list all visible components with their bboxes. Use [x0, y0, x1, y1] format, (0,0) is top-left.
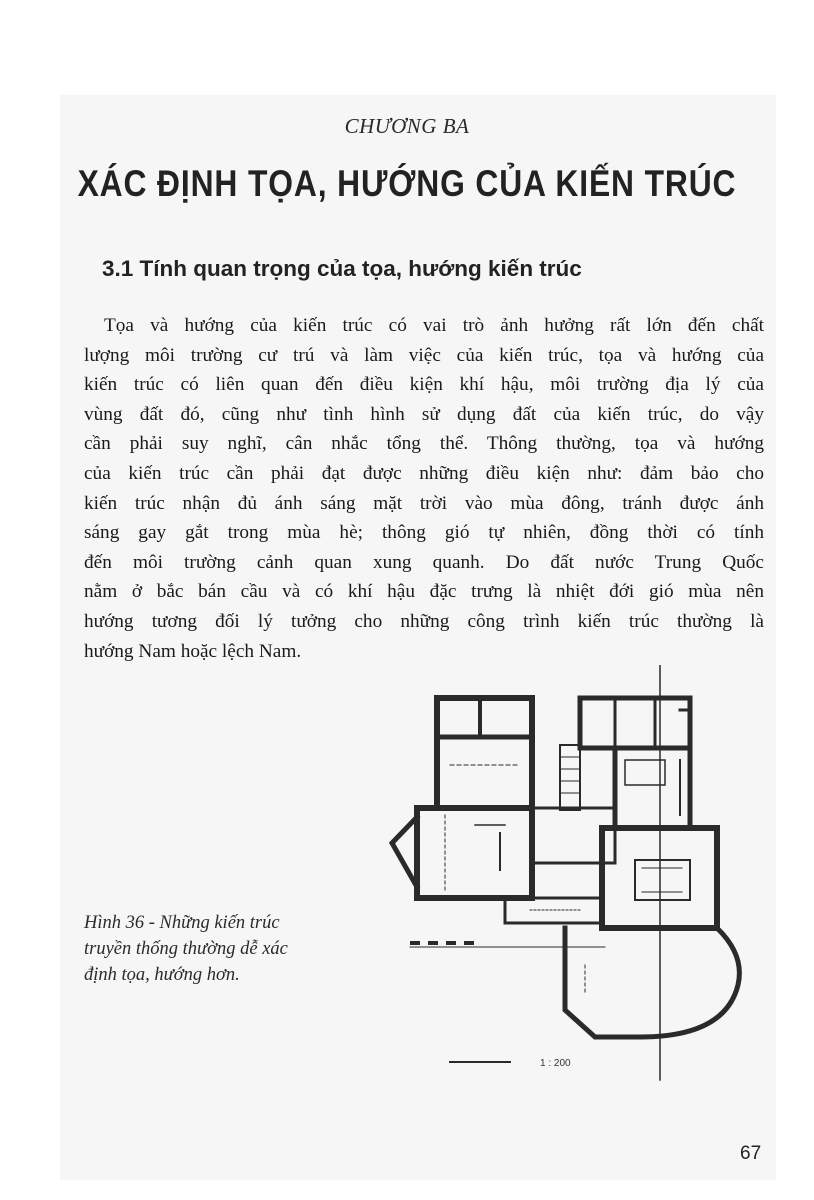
paragraph-line: hướng Nam hoặc lệch Nam.: [84, 640, 302, 662]
paragraph-line: lượng môi trường cư trú và làm việc của kiến trúc, tọa và hướng của: [84, 344, 764, 366]
section-heading: 3.1 Tính quan trọng của tọa, hướng kiến trúc: [102, 256, 582, 281]
figure-caption: [84, 910, 374, 988]
paragraph-line: vùng đất đó, cũng như tình hình sử dụng đất của kiến trúc, do vậy: [84, 403, 764, 425]
paragraph-line: hướng tương đối lý tưởng cho những công trình kiến trúc thường là: [84, 610, 764, 632]
caption-line: định tọa, hướng hơn.: [84, 965, 240, 985]
caption-line: truyền thống thường dễ xác: [84, 939, 288, 959]
chapter-label: CHƯƠNG BA: [344, 114, 470, 138]
chapter-title: XÁC ĐỊNH TỌA, HƯỚNG CỦA KIẾN TRÚC: [77, 163, 737, 204]
page-number: 67: [740, 1143, 762, 1164]
paragraph-line: Tọa và hướng của kiến trúc có vai trò ảnh hưởng rất lớn đến chất: [104, 315, 764, 336]
caption-line: Hình 36 - Những kiến trúc: [84, 913, 280, 933]
paragraph-line: của kiến trúc cần phải đạt được những điều kiện như: đảm bảo cho: [84, 462, 764, 484]
floor-plan-figure: [380, 665, 755, 1085]
scale-label: 1 : 200: [540, 1058, 571, 1069]
paragraph-line: kiến trúc có liên quan đến điều kiện khí hậu, môi trường địa lý của: [84, 374, 764, 396]
paragraph-line: cần phải suy nghĩ, cân nhắc tổng thể. Thông thường, tọa và hướng: [84, 433, 764, 455]
body-paragraph: [84, 311, 764, 666]
paragraph-line: nằm ở bắc bán cầu và có khí hậu đặc trưng là nhiệt đới gió mùa nên: [84, 581, 764, 603]
paragraph-line: kiến trúc nhận đủ ánh sáng mặt trời vào mùa đông, tránh được ánh: [84, 492, 764, 514]
paragraph-line: sáng gay gắt trong mùa hè; thông gió tự nhiên, đồng thời có tính: [84, 522, 764, 544]
paragraph-line: đến môi trường cảnh quan xung quanh. Do đất nước Trung Quốc: [84, 551, 764, 573]
